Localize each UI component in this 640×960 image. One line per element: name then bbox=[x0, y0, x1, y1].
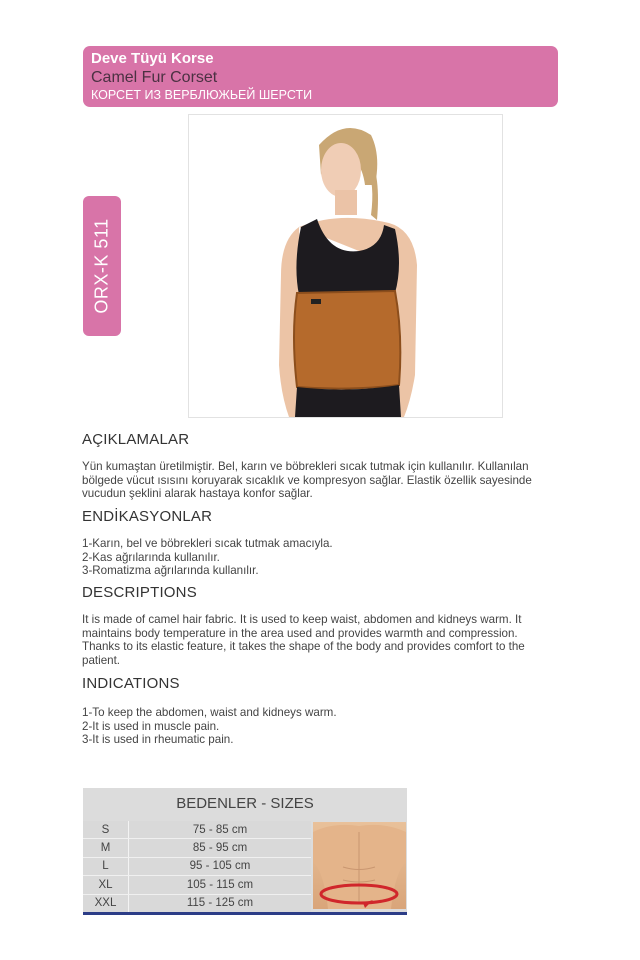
list-item: 1-Karın, bel ve böbrekleri sıcak tutmak amacıyla. bbox=[82, 537, 333, 550]
size-range: 85 - 95 cm bbox=[129, 839, 312, 857]
size-label: XL bbox=[83, 876, 129, 894]
list-item: 3-Romatizma ağrılarında kullanılır. bbox=[82, 564, 259, 578]
size-table bbox=[83, 821, 311, 913]
indications-heading: INDICATIONS bbox=[82, 675, 180, 692]
table-row bbox=[83, 876, 311, 894]
size-label: XXL bbox=[83, 894, 129, 912]
descriptions-text: It is made of camel hair fabric. It is used to keep waist, abdomen and kidneys warm. It maintains body temperature in the area used and provides warmth and compression. Thanks to its elastic feature, it takes the shape of the body and provides comfort to the patient. bbox=[82, 613, 525, 667]
table-bottom-rule bbox=[83, 912, 407, 915]
product-photo bbox=[188, 114, 503, 418]
size-range: 115 - 125 cm bbox=[129, 894, 312, 912]
title-turkish: Deve Tüyü Korse bbox=[91, 50, 214, 67]
table-row bbox=[83, 821, 311, 839]
endikasyonlar-list bbox=[82, 537, 333, 578]
product-code-tab bbox=[83, 196, 121, 336]
waist-measurement-illustration bbox=[313, 822, 406, 909]
product-title-banner bbox=[83, 46, 558, 107]
title-english: Camel Fur Corset bbox=[91, 69, 218, 86]
table-row bbox=[83, 894, 311, 912]
list-item: 3-It is used in rheumatic pain. bbox=[82, 733, 234, 747]
size-label: S bbox=[83, 821, 129, 839]
size-chart bbox=[83, 788, 407, 915]
aciklamalar-heading: AÇIKLAMALAR bbox=[82, 431, 190, 448]
model-wearing-corset-image bbox=[189, 115, 502, 417]
list-item: 2-Kas ağrılarında kullanılır. bbox=[82, 550, 220, 564]
size-label: M bbox=[83, 839, 129, 857]
title-russian: КОРСЕТ ИЗ ВЕРБЛЮЖЬЕЙ ШЕРСТИ bbox=[91, 88, 313, 102]
list-item: 2-It is used in muscle pain. bbox=[82, 719, 220, 733]
table-row bbox=[83, 839, 311, 857]
list-item: 1-To keep the abdomen, waist and kidneys warm. bbox=[82, 706, 337, 719]
product-code: ORX-K 511 bbox=[91, 218, 112, 314]
descriptions-heading: DESCRIPTIONS bbox=[82, 584, 197, 601]
size-range: 105 - 115 cm bbox=[129, 876, 312, 894]
aciklamalar-text: Yün kumaştan üretilmiştir. Bel, karın ve böbrekleri sıcak tutmak için kullanılır. Kullanılan bölgede vücut ısısını koruyarak sıcaklık ve kompresyon sağlar. Elastik özellik sayesinde vucudun şeklini alarak hastaya konfor sağlar. bbox=[82, 460, 532, 501]
size-range: 75 - 85 cm bbox=[129, 821, 312, 839]
indications-list bbox=[82, 706, 337, 747]
size-range: 95 - 105 cm bbox=[129, 857, 312, 875]
size-chart-title: BEDENLER - SIZES bbox=[176, 795, 314, 812]
size-label: L bbox=[83, 857, 129, 875]
endikasyonlar-heading: ENDİKASYONLAR bbox=[82, 508, 213, 525]
table-row bbox=[83, 857, 311, 875]
